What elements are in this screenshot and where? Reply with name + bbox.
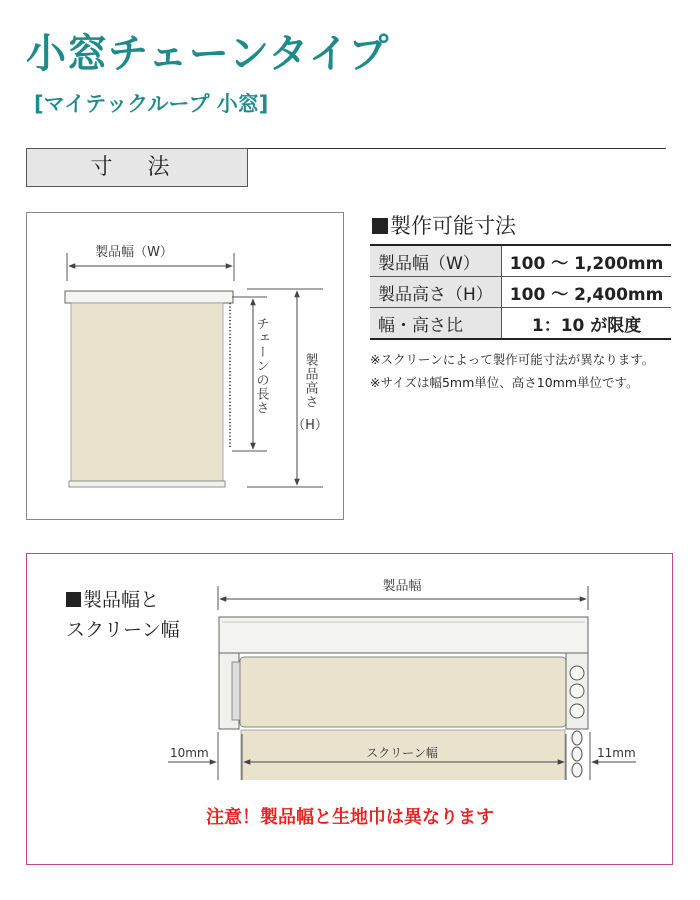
screen-fabric	[241, 730, 565, 790]
page-subtitle: [マイテックループ 小窓]	[34, 92, 269, 116]
product-width-label: 製品幅	[382, 579, 422, 594]
left-gap-label: 10mm	[170, 746, 209, 760]
fabric-roll	[240, 657, 566, 727]
row-value: 100 ～ 1,200mm	[501, 245, 671, 277]
row-label: 製品高さ（H）	[370, 277, 501, 308]
warning-text: 注意！製品幅と生地巾は異なります	[206, 807, 494, 828]
chain-length-label: チェーンの長さ	[253, 317, 269, 415]
screen-width-label: スクリーン幅	[366, 746, 438, 760]
pulley-icon	[570, 684, 584, 698]
height-label: 製品高さ	[302, 353, 318, 409]
height-unit-label: （H）	[292, 418, 328, 433]
page-title: 小窓チェーンタイプ	[26, 31, 390, 77]
note-text: ※スクリーンによって製作可能寸法が異なります。	[370, 352, 655, 367]
row-value: 1：10 が限度	[501, 308, 671, 340]
pull-chain	[572, 731, 582, 777]
right-gap-label: 11mm	[597, 746, 636, 760]
headrail	[219, 617, 588, 653]
spec-heading-text: 製作可能寸法	[390, 214, 516, 238]
heading-line-1: 製品幅と	[83, 589, 160, 611]
pulley-icon	[570, 704, 584, 718]
pulley-icon	[570, 666, 584, 680]
left-bracket-cap	[232, 662, 240, 720]
note-text: ※サイズは幅5mm単位、高さ10mm単位です。	[370, 375, 639, 390]
heading-line-2: スクリーン幅	[66, 619, 180, 641]
row-label: 幅・高さ比	[370, 308, 501, 340]
row-value: 100 ～ 2,400mm	[501, 277, 671, 308]
section-label: 寸 法	[26, 148, 248, 187]
row-label: 製品幅（W）	[370, 245, 501, 277]
width-label: 製品幅（W）	[95, 245, 173, 260]
